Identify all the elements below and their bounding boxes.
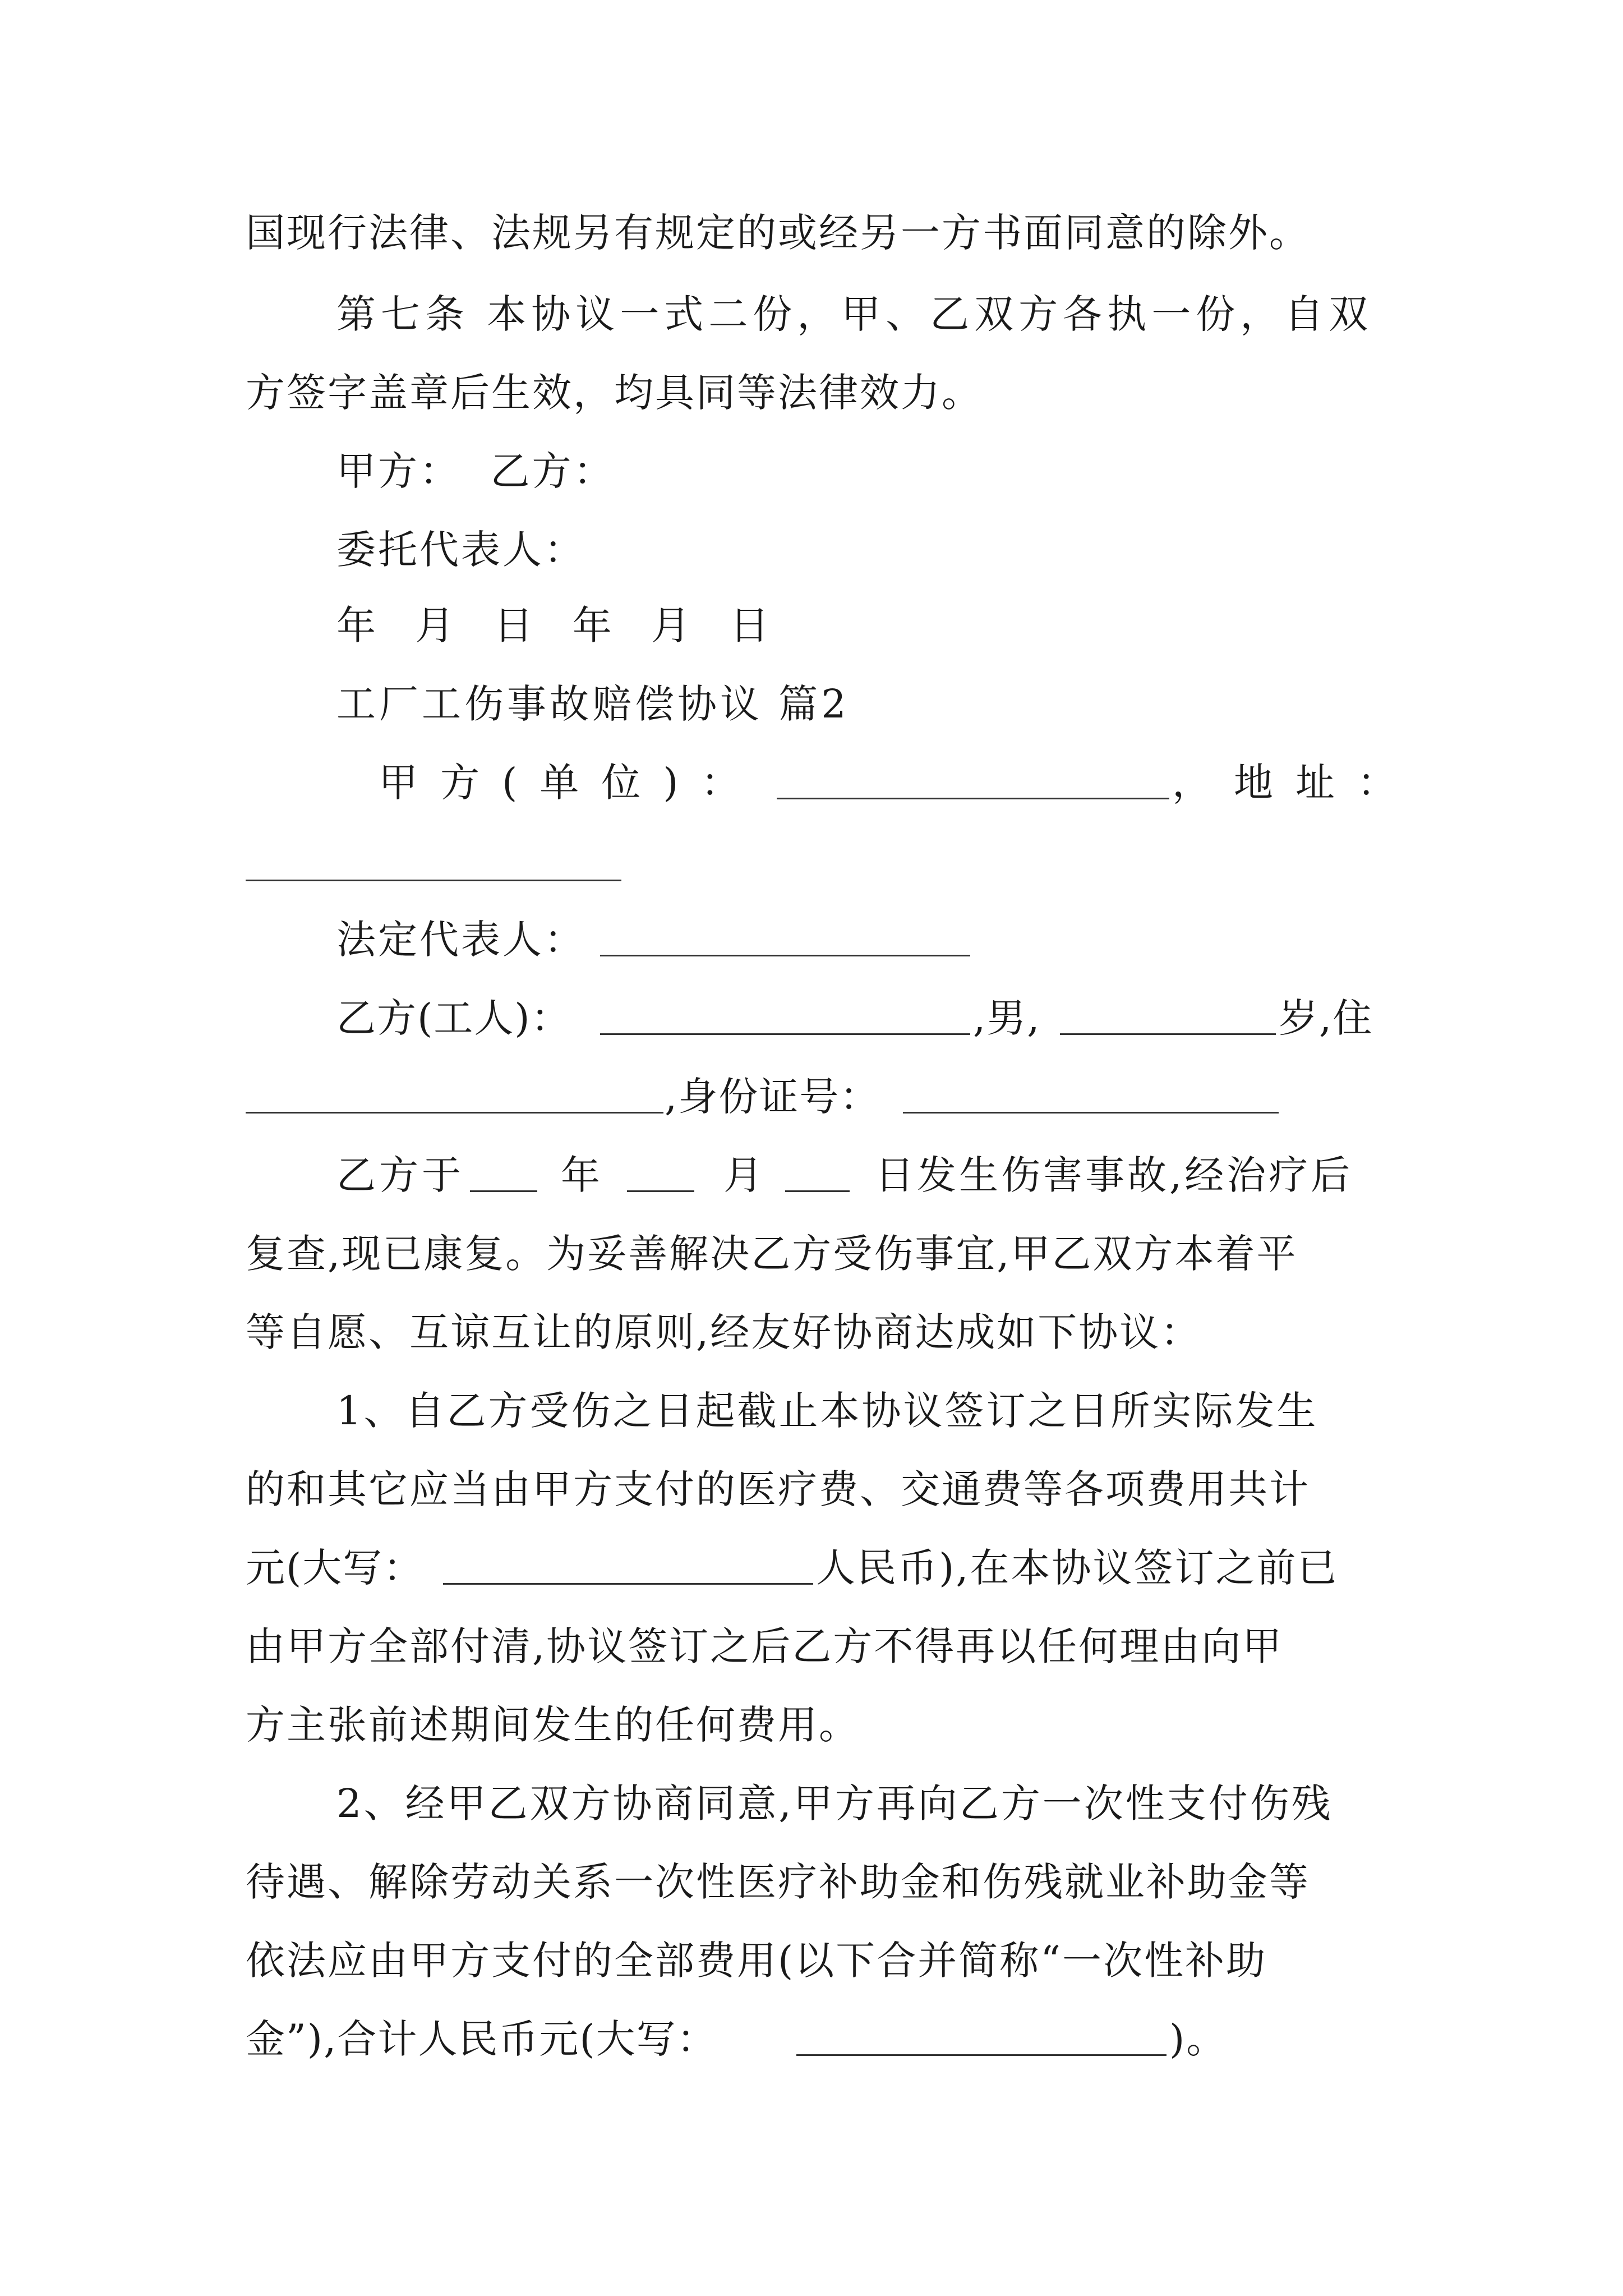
incident-date-suffix: 日发生伤害事故,经治疗后 [875, 1152, 1353, 1198]
residence-blank [246, 1112, 663, 1114]
party-b-name-blank [600, 1033, 970, 1035]
text-line: 方签字盖章后生效，均具同等法律效力。 [246, 370, 983, 416]
clause-1-line: 的和其它应当由甲方支付的医疗费、交通费等各项费用共计 [246, 1466, 1310, 1512]
id-number-blank [903, 1112, 1279, 1114]
gender-text: ,男, [973, 995, 1041, 1041]
year-text: 年 [561, 1152, 602, 1198]
party-a-address-blank [246, 880, 621, 881]
legal-rep-blank [600, 955, 970, 956]
clause-2-amount-label: 金”),合计人民币元(大写： [246, 2016, 717, 2062]
clause-2-line: 2、经甲乙双方协商同意,甲方再向乙方一次性支付伤残 [336, 1780, 1333, 1826]
clause-1-amount-blank [443, 1583, 813, 1585]
incident-date-prefix: 乙方于 [336, 1152, 464, 1198]
text-line: 等自愿、互谅互让的原则,经友好协商达成如下协议： [246, 1309, 1202, 1355]
party-a-unit-blank [777, 798, 1169, 799]
clause-1-amount-label: 元(大写： [246, 1545, 424, 1591]
incident-day-blank [785, 1190, 850, 1192]
clause-2-amount-blank [796, 2054, 1166, 2056]
age-residence-text: 岁,住 [1279, 995, 1373, 1041]
clause-2-line: 依法应由甲方支付的全部费用(以下合并简称“一次性补助 [246, 1938, 1267, 1984]
party-a-unit-label: 甲方(单位)： [379, 760, 763, 806]
id-number-label: ,身份证号： [665, 1074, 880, 1120]
clause-2-amount-suffix: )。 [1169, 2016, 1228, 2062]
text-line: 复查,现已康复。为妥善解决乙方受伤事宜,甲乙双方本着平 [246, 1231, 1298, 1277]
incident-year-blank [470, 1190, 537, 1192]
clause-1-line: 1、自乙方受伤之日起截止本协议签订之日所实际发生 [336, 1388, 1318, 1434]
legal-rep-label: 法定代表人： [336, 917, 585, 963]
age-blank [1060, 1033, 1276, 1035]
clause-1-line: 由甲方全部付清,协议签订之后乙方不得再以任何理由向甲 [246, 1623, 1284, 1669]
clause-2-line: 待遇、解除劳动关系一次性医疗补助金和伤残就业补助金等 [246, 1859, 1310, 1905]
section-heading: 工厂工伤事故赔偿协议 篇2 [336, 681, 850, 727]
clause-1-amount-suffix: 人民币),在本协议签订之前已 [816, 1545, 1339, 1591]
signature-parties: 甲方： 乙方： [336, 448, 615, 494]
month-text: 月 [723, 1152, 765, 1198]
text-line: 委托代表人： [336, 527, 585, 573]
party-a-address-label: ，地址： [1172, 760, 1419, 806]
clause-1-line: 方主张前述期间发生的任何费用。 [246, 1702, 860, 1748]
party-b-label: 乙方(工人)： [336, 995, 571, 1041]
text-line: 国现行法律、法规另有规定的或经另一方书面同意的除外。 [246, 210, 1310, 256]
incident-month-blank [627, 1190, 694, 1192]
date-line: 年 月 日 年 月 日 [336, 602, 783, 648]
text-line: 第七条 本协议一式二份，甲、乙双方各执一份，自双 [336, 291, 1373, 337]
